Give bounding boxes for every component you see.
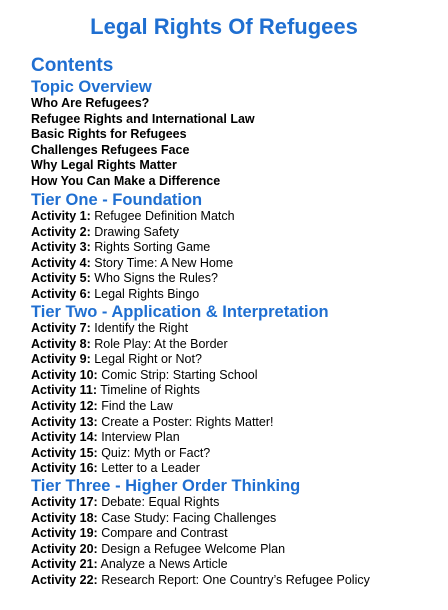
activity-item[interactable] [31,526,228,542]
section-heading-tier-two: Tier Two - Application & Interpretation [31,303,329,321]
activity-number: Activity 16: [31,461,98,476]
activity-item[interactable] [31,511,276,527]
activity-number: Activity 10: [31,367,98,382]
activity-title: Refugee Definition Match [94,209,235,223]
activity-item[interactable] [31,225,179,241]
activity-number: Activity 12: [31,399,98,413]
section-heading-tier-three: Tier Three - Higher Order Thinking [31,477,301,495]
activity-title: Timeline of Rights [100,383,200,398]
activity-item[interactable] [31,399,173,415]
activity-number: Activity 11: [31,383,98,398]
activity-number: Activity 2: [31,224,91,239]
activity-title: Case Study: Facing Challenges [101,510,277,525]
activity-title: Drawing Safety [94,224,179,239]
activity-item[interactable] [31,256,233,272]
activity-number: Activity 1: [31,209,91,223]
overview-item[interactable]: Challenges Refugees Face [31,142,190,157]
activity-number: Activity 8: [31,336,91,351]
activity-item[interactable] [31,383,200,399]
activity-title: Identify the Right [94,321,189,335]
activity-title: Rights Sorting Game [94,240,211,255]
activity-item[interactable] [31,209,235,225]
overview-item[interactable]: Why Legal Rights Matter [31,158,177,173]
activity-number: Activity 6: [31,287,91,301]
activity-title: Interview Plan [101,430,180,445]
contents-heading: Contents [31,55,114,76]
document-title: Legal Rights Of Refugees [90,14,358,39]
activity-title: Design a Refugee Welcome Plan [101,541,286,556]
activity-item[interactable] [31,415,273,431]
activity-number: Activity 17: [31,495,98,509]
activity-item[interactable] [31,240,210,256]
activity-number: Activity 15: [31,445,98,460]
activity-item[interactable] [31,557,228,573]
activity-item[interactable] [31,368,258,384]
activity-item[interactable] [31,430,180,446]
activity-title: Debate: Equal Rights [101,495,220,509]
activity-title: Legal Right or Not? [94,352,202,367]
activity-number: Activity 3: [31,240,91,255]
activity-item[interactable] [31,352,202,368]
activity-title: Story Time: A New Home [94,255,234,270]
activity-number: Activity 20: [31,541,98,556]
activity-title: Who Signs the Rules? [94,271,218,286]
section-heading-tier-one: Tier One - Foundation [31,191,203,209]
activity-title: Find the Law [101,399,173,413]
activity-number: Activity 4: [31,255,91,270]
activity-title: Research Report: One Country’s Refugee Policy [101,573,370,587]
activity-title: Analyze a News Article [100,557,228,572]
activity-item[interactable] [31,287,199,303]
activity-item[interactable] [31,461,200,477]
activity-number: Activity 9: [31,352,91,367]
activity-number: Activity 18: [31,510,98,525]
activity-title: Compare and Contrast [101,526,228,541]
activity-number: Activity 22: [31,573,98,587]
activity-item[interactable] [31,321,188,337]
activity-item[interactable] [31,337,228,353]
activity-number: Activity 7: [31,321,91,335]
activity-item[interactable] [31,271,218,287]
activity-number: Activity 21: [31,557,98,572]
overview-item[interactable]: Basic Rights for Refugees [31,127,187,142]
activity-item[interactable] [31,446,210,462]
activity-item[interactable] [31,573,370,589]
section-heading-topic-overview: Topic Overview [31,78,152,96]
activity-title: Quiz: Myth or Fact? [101,445,211,460]
overview-item[interactable]: Who Are Refugees? [31,96,150,110]
activity-number: Activity 19: [31,526,98,541]
overview-item[interactable]: Refugee Rights and International Law [31,111,255,126]
activity-number: Activity 13: [31,414,98,429]
activity-title: Letter to a Leader [101,461,200,476]
activity-number: Activity 5: [31,271,91,286]
activity-item[interactable] [31,542,285,558]
activity-title: Comic Strip: Starting School [101,367,258,382]
activity-item[interactable] [31,495,219,511]
overview-item[interactable]: How You Can Make a Difference [31,174,221,188]
activity-number: Activity 14: [31,430,98,445]
activity-title: Create a Poster: Rights Matter! [101,414,274,429]
activity-title: Legal Rights Bingo [94,287,200,301]
activity-title: Role Play: At the Border [94,336,228,351]
